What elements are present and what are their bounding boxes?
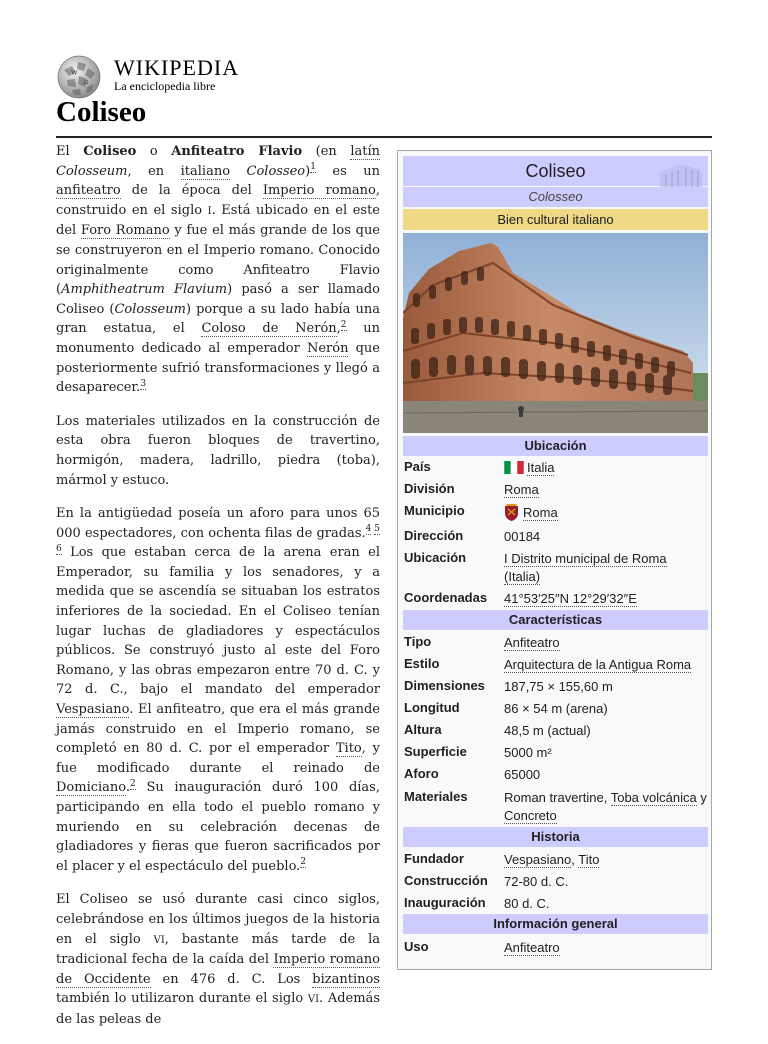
- link-coloso-de-neron[interactable]: Coloso de Nerón: [201, 321, 337, 337]
- infobox: Coliseo Colosseo Bien cultural italiano Ubicación País Italia División Roma Municipio Roma Dirección 00184 Ubicación I Distrito municipal de Roma (Italia) Coordenadas 41°53′25″N 12°29′32″E Características Tipo Anfiteatro Estilo Arquitectura de la Antigua Roma Dimensiones 187,75 × 155,60 m Longitud 86 × 54 m (arena) Altura 48,5 m (actual) Superficie 5000 m² Aforo 65000 Materiales Roman travertine, Toba volcánica y Concreto Historia Fundador Vespasiano, Tito Construcción 72-80 d. C. Inauguración 80 d. C. Información general Uso Anfiteatro: [397, 150, 712, 970]
- label-uso: Uso: [404, 939, 429, 954]
- ref-4[interactable]: 4: [365, 524, 372, 535]
- section-historia: Historia: [403, 827, 708, 847]
- ref-1[interactable]: 1: [310, 162, 316, 173]
- wikipedia-logo[interactable]: [56, 52, 240, 96]
- link-municipio-roma[interactable]: Roma: [523, 505, 558, 520]
- value-materiales: Roman travertine, Toba volcánica y Concreto: [504, 790, 707, 823]
- link-bizantinos[interactable]: bizantinos: [312, 971, 380, 987]
- bold-anfiteatro-flavio: Anfiteatro Flavio: [171, 144, 303, 159]
- article-body: [56, 142, 380, 1044]
- ref-5[interactable]: 5: [374, 524, 380, 535]
- svg-text:W: W: [71, 69, 78, 77]
- label-superficie: Superficie: [404, 744, 467, 759]
- building-icon: [656, 160, 704, 190]
- label-tipo: Tipo: [404, 634, 432, 649]
- link-imperio-occidente[interactable]: Imperio romano de Occidente: [56, 952, 380, 987]
- paragraph-materials: Los materiales utilizados en la construcción de esta obra fueron bloques de travertino, hormigón, madera, ladrillo, piedra (toba), mármol y estuco.: [56, 413, 380, 488]
- paragraph-history: En la antigüedad poseía un aforo para unos 65 000 espectadores, con ochenta filas de gradas.$^{4 5 6}$ Los que estaban cerca de la arena eran el Emperador, su familia y los senadores, y a medida que se ascendía se situaban los estratos inferiores de la sociedad. En el Coliseo tenían lugar luchas de gladiadores y espectáculos públicos. Se construyó justo al este del Foro Romano, y las obras empezaron entre 70 d. C. y 72 d. C., bajo el mandato del emperador Vespasiano. El anfiteatro, que era el más grande jamás construido en el Imperio romano, se completó en 80 d. C. por el emperador Tito, y fue modificado durante el reinado de Domiciano.$^2$ Su inauguración duró 100 días, participando en ella todo el pueblo romano y muriendo en su celebración decenas de gladiadores y fieras que fueron sacrificados por el placer y el espectáculo del pueblo.$^2$: [56, 506, 380, 874]
- wikipedia-tagline: La enciclopedia libre: [114, 79, 216, 93]
- link-domiciano[interactable]: Domiciano: [56, 780, 126, 796]
- value-construccion: 72-80 d. C.: [504, 874, 569, 889]
- label-coordenadas: Coordenadas: [404, 590, 488, 605]
- ref-2[interactable]: 2: [340, 320, 347, 331]
- value-direccion: 00184: [504, 529, 541, 544]
- label-estilo: Estilo: [404, 656, 440, 671]
- value-altura: 48,5 m (actual): [504, 723, 591, 738]
- link-concreto[interactable]: Concreto: [504, 808, 557, 823]
- bold-coliseo: Coliseo: [83, 144, 137, 159]
- paragraph-later-use: El Coliseo se usó durante casi cinco siglos, celebrándose en los últimos juegos de la historia en el siglo VI, bastante más tarde de la tradicional fecha de la caída del Imperio romano de Occidente en 476 d. C. Los bizantinos también lo utilizaron durante el siglo VI. Además de las peleas de: [56, 892, 380, 1027]
- link-fundador-tito[interactable]: Tito: [578, 852, 600, 867]
- rome-coat-of-arms-icon: [504, 503, 519, 521]
- ref-3[interactable]: 3: [140, 378, 147, 389]
- title-divider: [56, 136, 712, 138]
- infobox-subtitle: Colosseo: [403, 187, 708, 207]
- link-italiano[interactable]: italiano: [180, 163, 231, 179]
- infobox-title: Coliseo: [403, 156, 708, 186]
- label-municipio: Municipio: [404, 503, 465, 518]
- link-toba[interactable]: Toba volcánica: [610, 790, 697, 805]
- link-tipo-anfiteatro[interactable]: Anfiteatro: [504, 635, 560, 650]
- ref-6[interactable]: 6: [56, 543, 62, 554]
- link-tito[interactable]: Tito: [335, 741, 362, 757]
- ref-2c[interactable]: 2: [300, 857, 307, 868]
- wikipedia-wordmark: WIKIPEDIA: [114, 55, 240, 80]
- wikipedia-globe-icon: [56, 54, 102, 100]
- value-aforo: 65000: [504, 767, 541, 782]
- link-foro-romano[interactable]: Foro Romano: [80, 223, 170, 239]
- label-aforo: Aforo: [404, 766, 439, 781]
- link-estilo[interactable]: Arquitectura de la Antigua Roma: [504, 657, 692, 672]
- label-pais: País: [404, 459, 431, 474]
- link-italia-paren[interactable]: (Italia): [504, 569, 541, 584]
- link-uso-anfiteatro[interactable]: Anfiteatro: [504, 940, 560, 955]
- label-altura: Altura: [404, 722, 442, 737]
- label-inauguracion: Inauguración: [404, 895, 486, 910]
- value-pais: [504, 459, 708, 477]
- link-coordenadas[interactable]: 41°53′25″N 12°29′32″E: [504, 591, 637, 606]
- value-dimensiones: 187,75 × 155,60 m: [504, 679, 613, 694]
- link-italia[interactable]: Italia: [527, 460, 555, 475]
- link-division-roma[interactable]: Roma: [504, 482, 539, 497]
- value-inauguracion: 80 d. C.: [504, 896, 550, 911]
- colosseum-photo[interactable]: [403, 233, 708, 433]
- link-distrito-municipal[interactable]: I Distrito municipal de Roma: [504, 551, 667, 566]
- label-direccion: Dirección: [404, 528, 464, 543]
- value-longitud: 86 × 54 m (arena): [504, 701, 608, 716]
- section-ubicacion: Ubicación: [403, 436, 708, 456]
- svg-text:Ω: Ω: [84, 80, 89, 86]
- label-dimensiones: Dimensiones: [404, 678, 485, 693]
- link-imperio-romano[interactable]: Imperio romano: [262, 183, 376, 199]
- link-fundador-vespasiano[interactable]: Vespasiano: [504, 852, 572, 867]
- section-informacion-general: Información general: [403, 914, 708, 934]
- label-materiales: Materiales: [404, 789, 468, 804]
- paragraph-intro: El Coliseo o Anfiteatro Flavio (en latín Colosseum, en italiano Colosseo)$^1$ es un anfiteatro de la época del Imperio romano, construido en el siglo I. Está ubicado en el este del Foro Romano y fue el más grande de los que se construyeron en el Imperio romano. Conocido originalmente como Anfiteatro Flavio (Amphitheatrum Flavium) pasó a ser llamado Coliseo (Colosseum) porque a su lado había una gran estatua, el Coloso de Nerón,$^2$ un monumento dedicado al emperador Nerón que posteriormente sufrió transformaciones y llegó a desaparecer.$^3$: [56, 144, 381, 396]
- label-fundador: Fundador: [404, 851, 464, 866]
- label-longitud: Longitud: [404, 700, 460, 715]
- italy-flag-icon: [504, 461, 524, 474]
- value-superficie: 5000 m²: [504, 745, 552, 760]
- link-neron[interactable]: Nerón: [306, 340, 349, 356]
- ref-2b[interactable]: 2: [130, 779, 136, 790]
- link-latin[interactable]: latín: [350, 144, 381, 159]
- label-construccion: Construcción: [404, 873, 488, 888]
- page-title: Coliseo: [56, 96, 147, 128]
- link-vespasiano[interactable]: Vespasiano: [56, 702, 130, 718]
- link-anfiteatro[interactable]: anfiteatro: [56, 183, 121, 199]
- section-caracteristicas: Características: [403, 610, 708, 630]
- label-ubicacion: Ubicación: [404, 550, 467, 565]
- heritage-badge: Bien cultural italiano: [403, 209, 708, 230]
- label-division: División: [404, 481, 455, 496]
